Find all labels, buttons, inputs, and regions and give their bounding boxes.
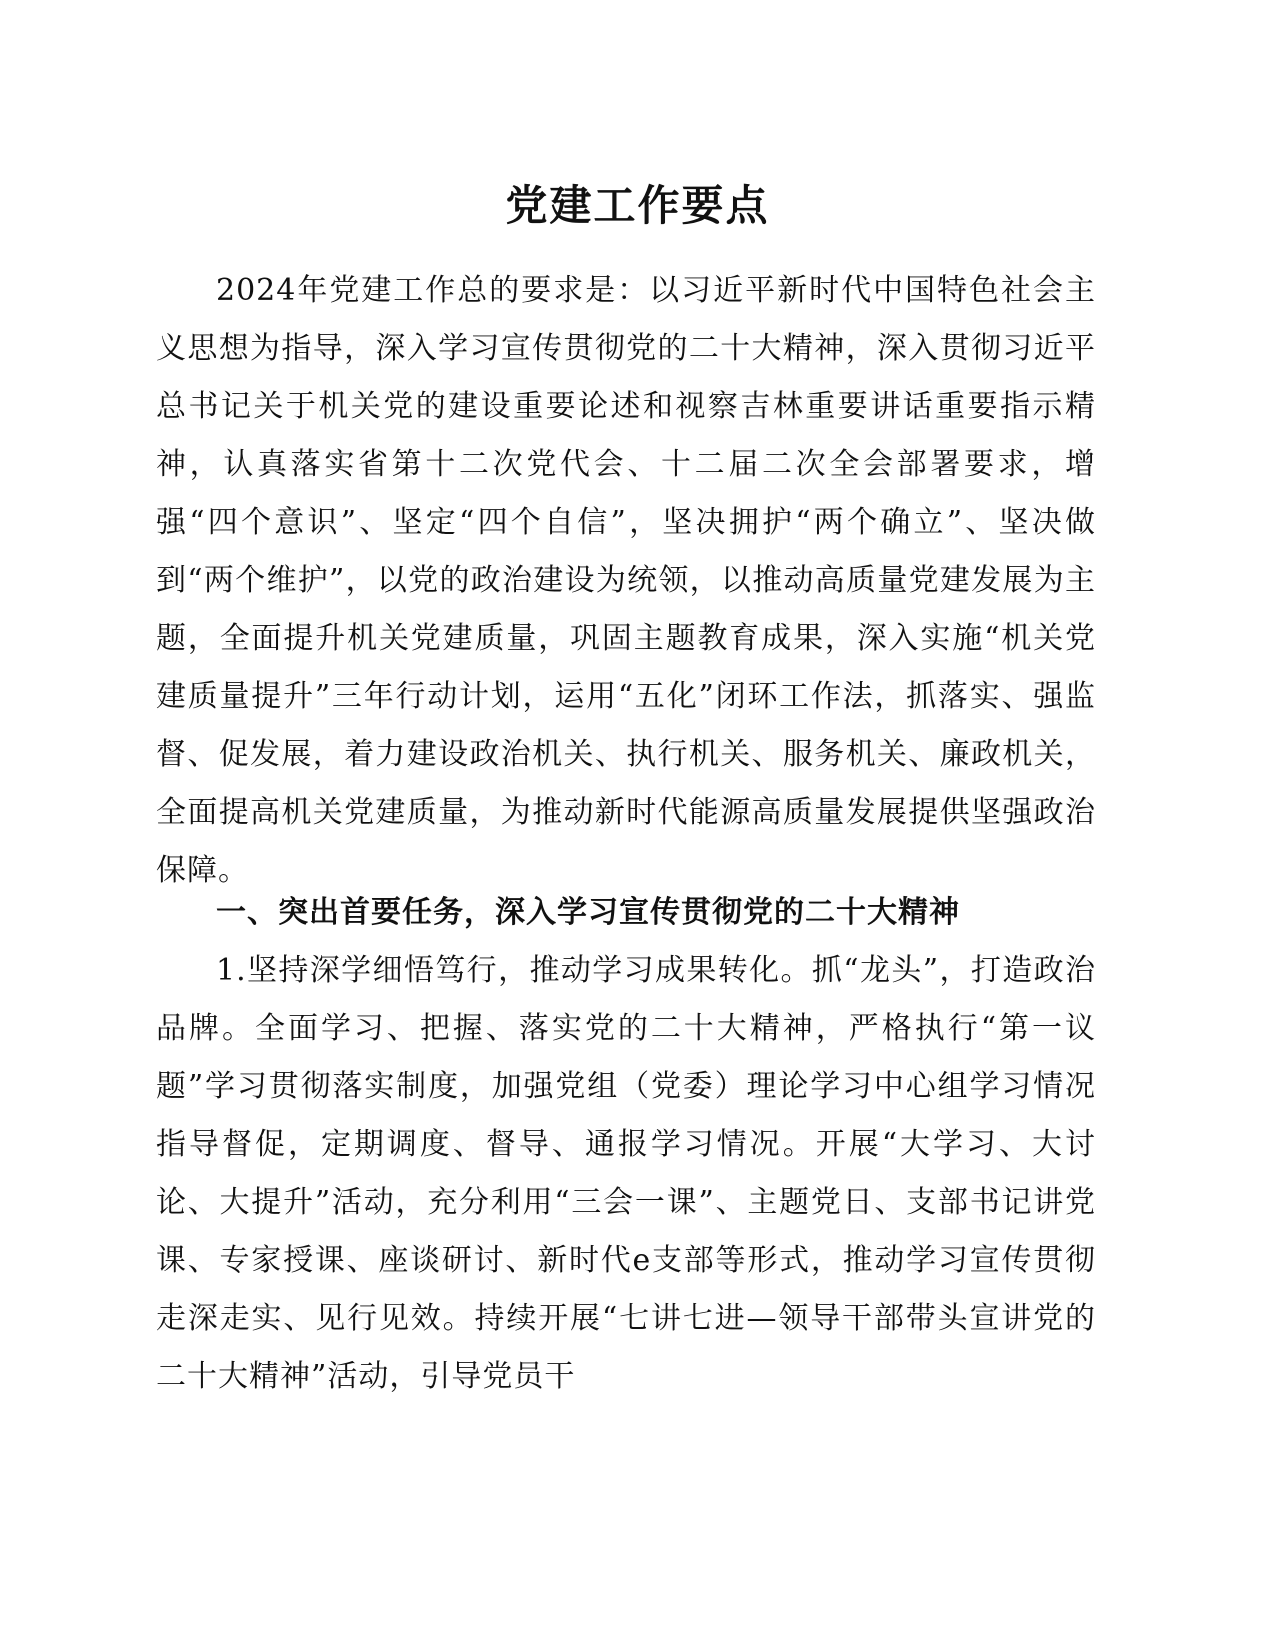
document-title: 党建工作要点 xyxy=(505,181,770,230)
section-heading: 一、突出首要任务，深入学习宣传贯彻党的二十大精神 xyxy=(216,895,960,930)
intro-paragraph: 2024年党建工作总的要求是：以习近平新时代中国特色社会主义思想为指导，深入学习宣传贯彻党的二十大精神，深入贯彻习近平总书记关于机关党的建设重要论述和视察吉林重要讲话重要指示精神，认真落实省第十二次党代会、十二届二次全会部署要求，增强“四个意识”、坚定“四个自信”，坚决拥护“两个确立”、坚决做到“两个维护”，以党的政治建设为统领，以推动高质量党建发展为主题，全面提升机关党建质量，巩固主题教育成果，深入实施“机关党建质量提升”三年行动计划，运用“五化”闭环工作法，抓落实、强监督、促发展，着力建设政治机关、执行机关、服务机关、廉政机关，全面提高机关党建质量，为推动新时代能源高质量发展提供坚强政治保障。 xyxy=(156,273,1096,888)
section-paragraph: 1.坚持深学细悟笃行，推动学习成果转化。抓“龙头”，打造政治品牌。全面学习、把握、落实党的二十大精神，严格执行“第一议题”学习贯彻落实制度，加强党组（党委）理论学习中心组学习情况指导督促，定期调度、督导、通报学习情况。开展“大学习、大讨论、大提升”活动，充分利用“三会一课”、主题党日、支部书记讲党课、专家授课、座谈研讨、新时代e支部等形式，推动学习宣传贯彻走深走实、见行见效。持续开展“七讲七进—领导干部带头宣讲党的二十大精神”活动，引导党员干 xyxy=(156,953,1096,1394)
